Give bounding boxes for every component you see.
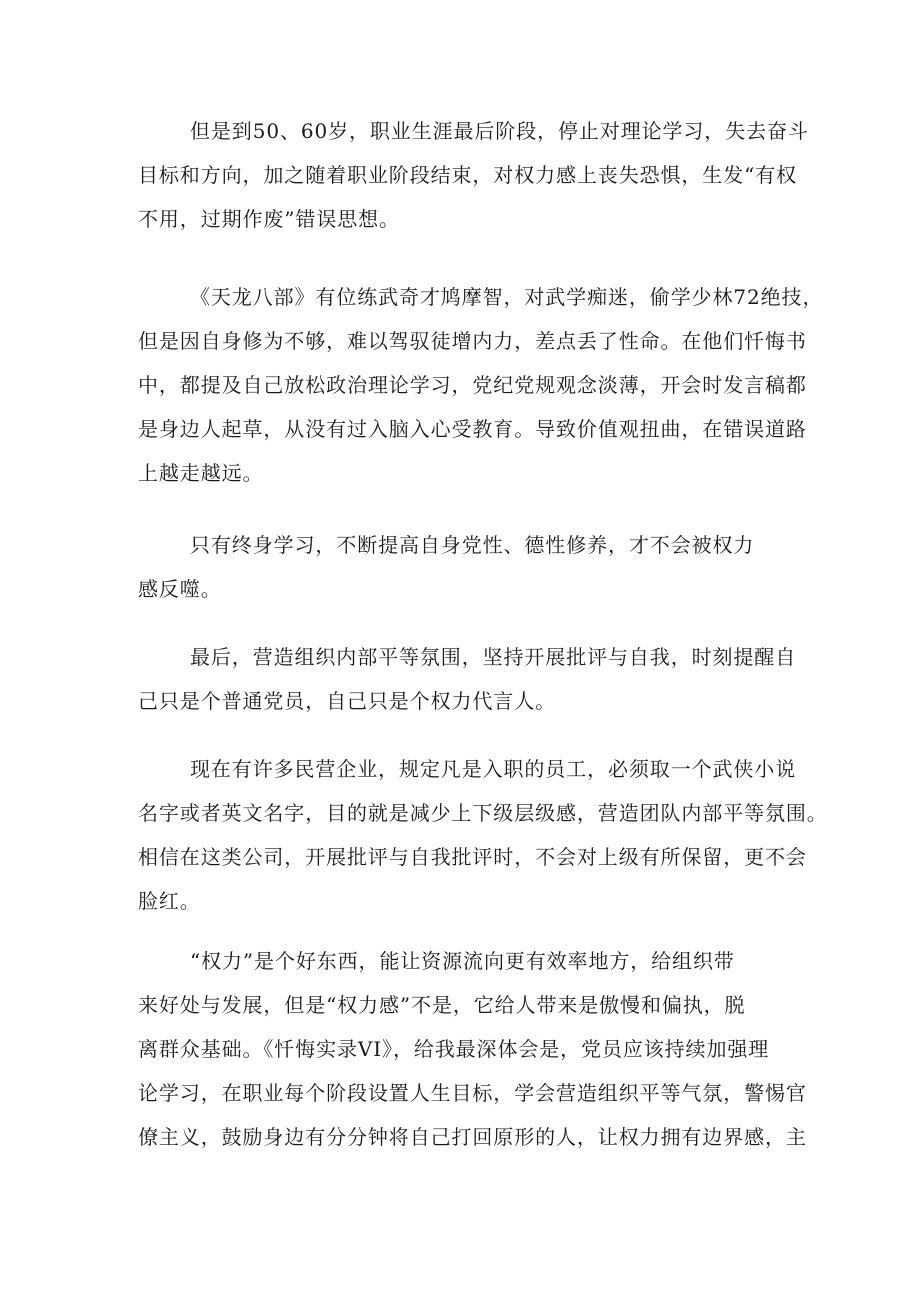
paragraph-line: 现在有许多民营企业，规定凡是入职的员工，必须取一个武侠小说 xyxy=(190,757,797,781)
paragraph-line: 但是因自身修为不够，难以驾驭徒增内力，差点丢了性命。在他们忏悔书 xyxy=(138,329,807,353)
paragraph-line: “权力”是个好东西，能让资源流向更有效率地方，给组织带 xyxy=(190,949,735,973)
paragraph-line: 僚主义，鼓励身边有分分钟将自己打回原形的人，让权力拥有边界感，主 xyxy=(138,1125,807,1149)
paragraph-line: 离群众基础。《忏悔实录VI》，给我最深体会是，党员应该持续加强理 xyxy=(138,1037,770,1061)
paragraph-5 xyxy=(138,747,828,923)
paragraph-line: 中，都提及自己放松政治理论学习，党纪党规观念淡薄，开会时发言稿都 xyxy=(138,373,807,397)
paragraph-line: 只有终身学习，不断提高自身党性、德性修养，才不会被权力 xyxy=(190,533,755,557)
paragraph-line: 脸红。 xyxy=(138,889,201,913)
paragraph-line: 感反噬。 xyxy=(138,577,222,601)
paragraph-line: 但是到50、60岁，职业生涯最后阶段，停止对理论学习，失去奋斗 xyxy=(190,119,809,143)
paragraph-line: 《天龙八部》有位练武奇才鸠摩智，对武学痴迷，偷学少林72绝技， xyxy=(190,285,824,309)
paragraph-2 xyxy=(138,275,824,495)
paragraph-line: 最后，营造组织内部平等氛围，坚持开展批评与自我，时刻提醒自 xyxy=(190,645,797,669)
paragraph-line: 不用，过期作废”错误思想。 xyxy=(138,207,400,231)
paragraph-4 xyxy=(138,635,798,723)
paragraph-line: 目标和方向，加之随着职业阶段结束，对权力感上丧失恐惧，生发“有权 xyxy=(138,163,798,187)
paragraph-line: 名字或者英文名字，目的就是减少上下级层级感，营造团队内部平等氛围。 xyxy=(138,801,828,825)
paragraph-1 xyxy=(138,109,809,241)
paragraph-line: 来好处与发展，但是“权力感”不是，它给人带来是傲慢和偏执，脱 xyxy=(138,993,746,1017)
paragraph-line: 是身边人起草，从没有过入脑入心受教育。导致价值观扭曲，在错误道路 xyxy=(138,417,807,441)
paragraph-6 xyxy=(138,939,807,1159)
paragraph-line: 相信在这类公司，开展批评与自我批评时，不会对上级有所保留，更不会 xyxy=(138,845,807,869)
paragraph-line: 论学习，在职业每个阶段设置人生目标，学会营造组织平等气氛，警惕官 xyxy=(138,1081,807,1105)
paragraph-line: 己只是个普通党员，自己只是个权力代言人。 xyxy=(138,689,556,713)
paragraph-line: 上越走越远。 xyxy=(138,461,264,485)
paragraph-3 xyxy=(138,523,798,611)
